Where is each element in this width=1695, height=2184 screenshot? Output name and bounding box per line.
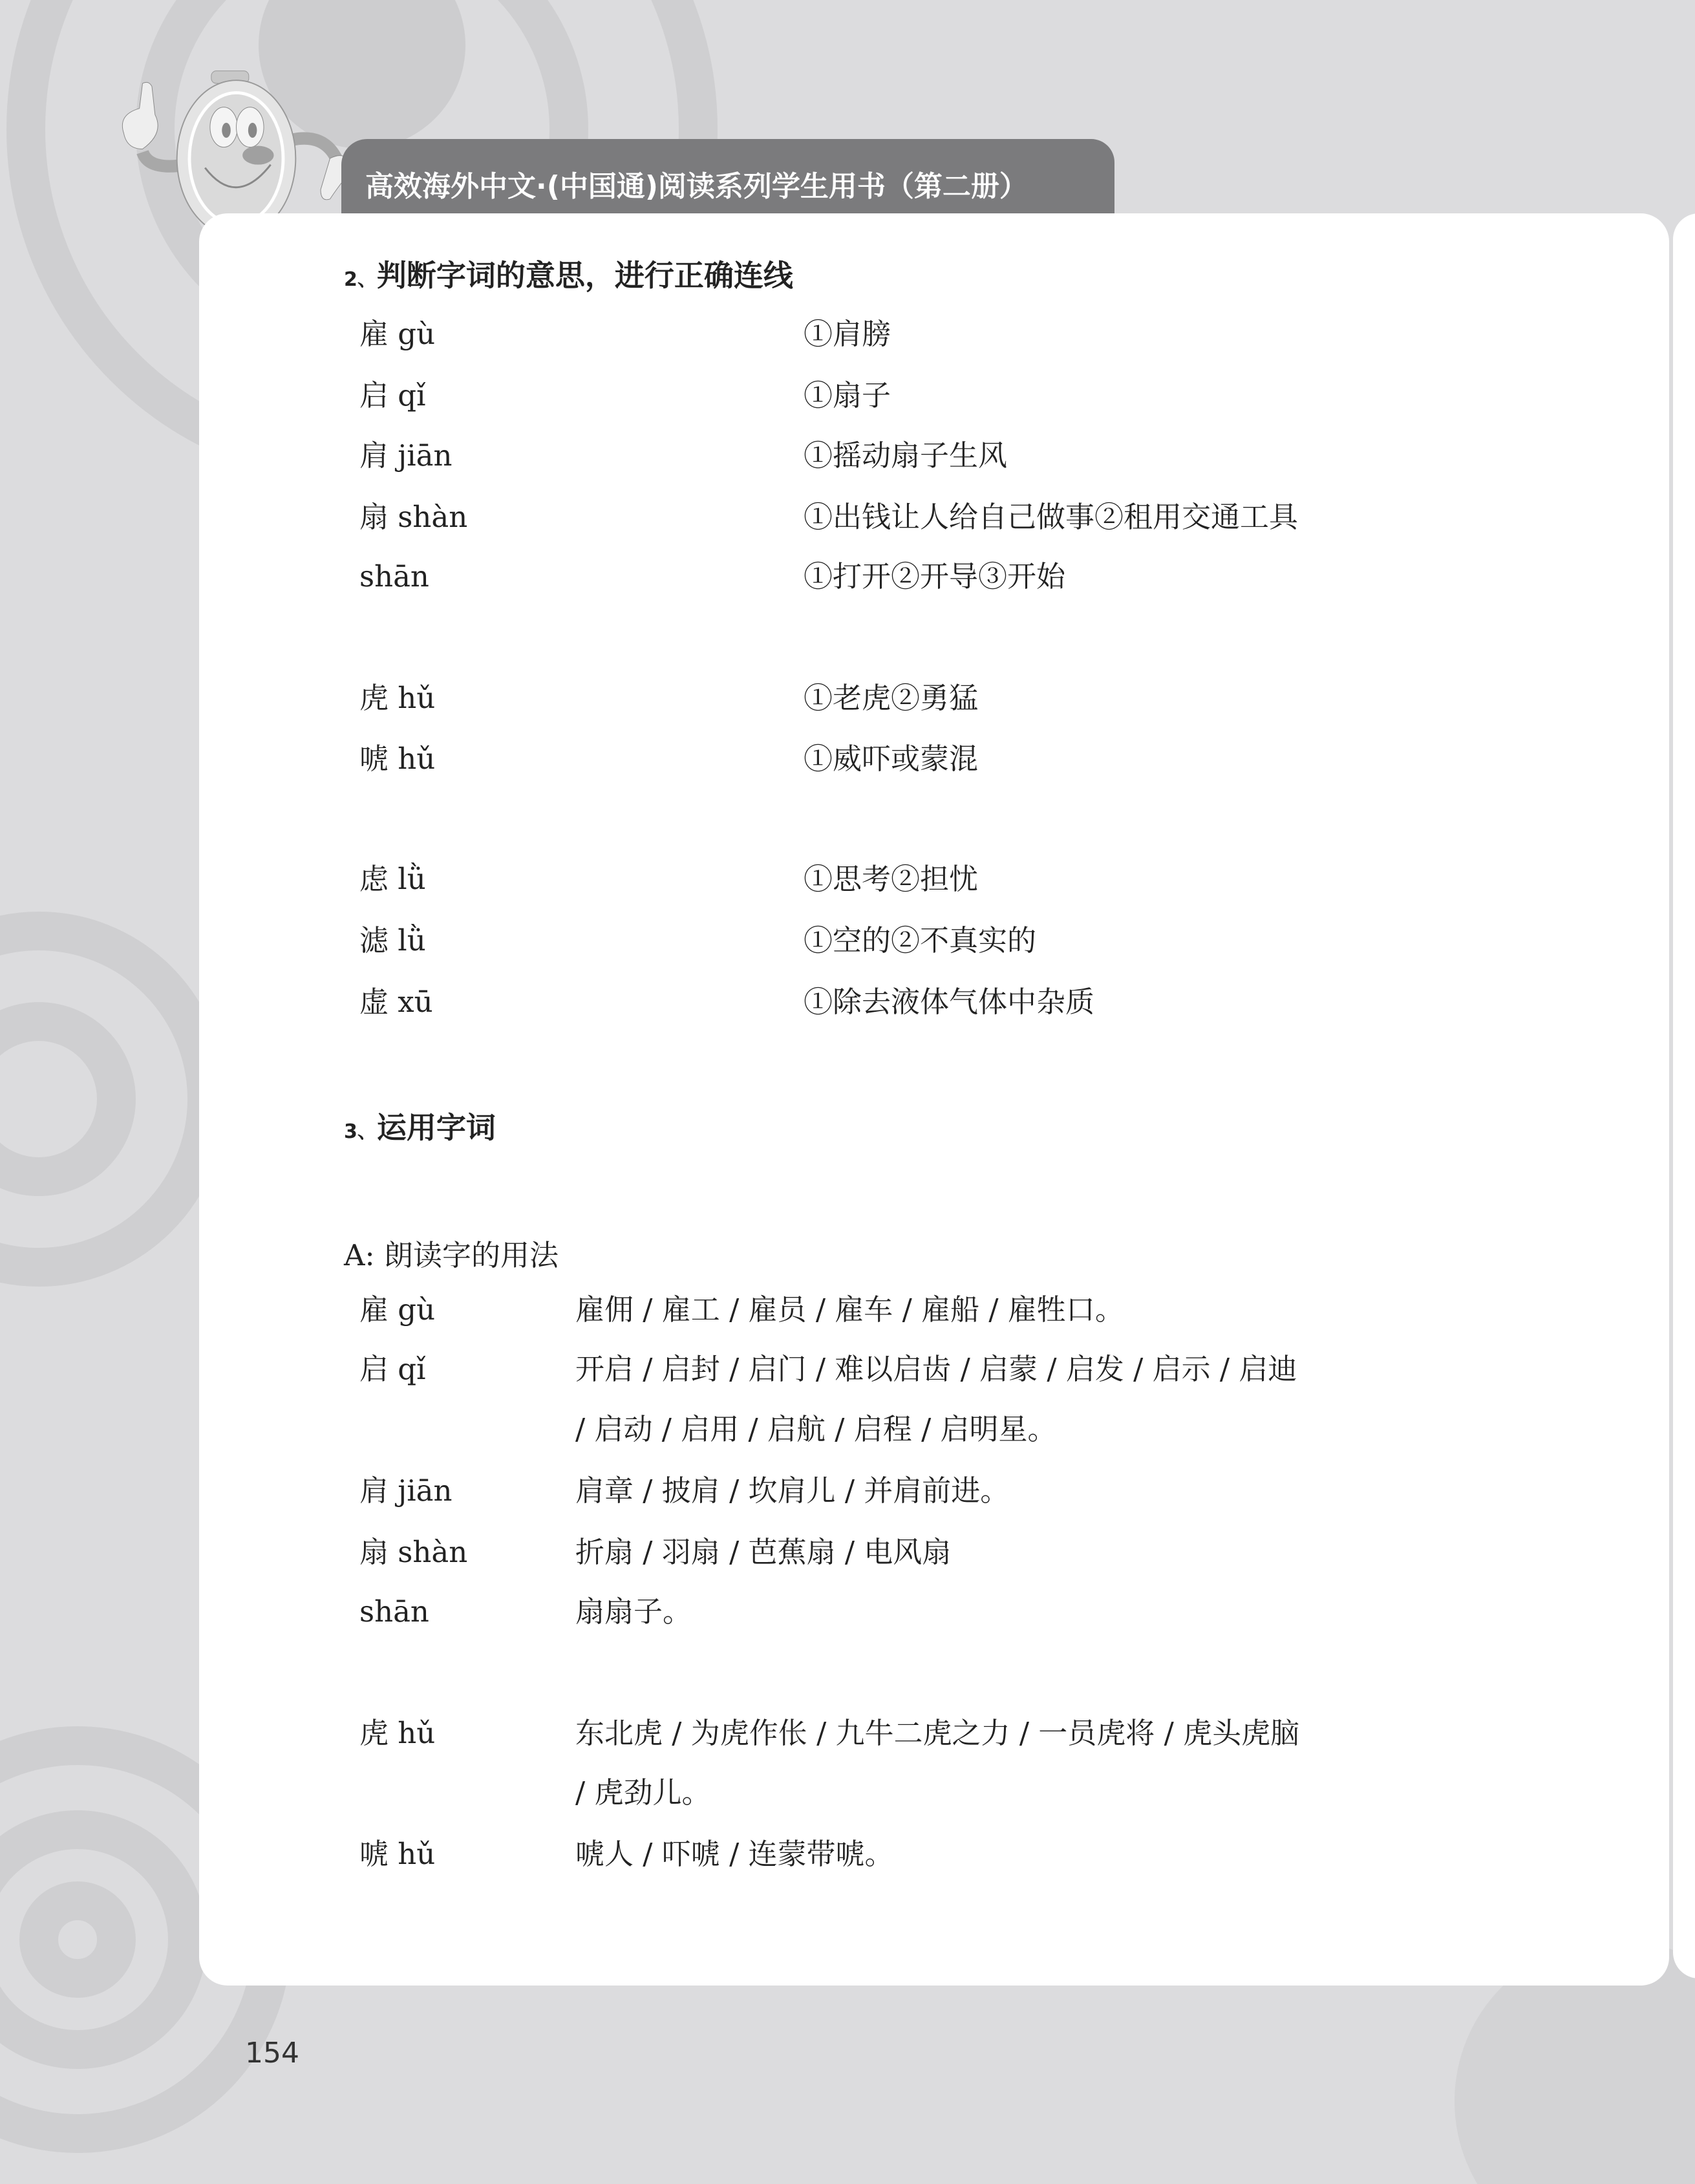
match-word: 扇 shàn (359, 500, 468, 534)
page-number: 154 (245, 2037, 299, 2070)
match-word: 滤 lǜ (359, 923, 426, 958)
usage-word: 扇 shàn (359, 1535, 468, 1569)
match-word: 雇 gù (359, 317, 436, 351)
match-word: shān (359, 559, 429, 594)
usage-word: 唬 hǔ (359, 1837, 436, 1871)
next-page-edge (1673, 213, 1695, 1978)
section-3-heading (344, 1104, 496, 1147)
usage-word: 虎 hǔ (359, 1716, 436, 1750)
match-word: 唬 hǔ (359, 742, 436, 776)
usage-examples: 扇扇子。 (575, 1594, 692, 1629)
usage-examples: 雇佣 / 雇工 / 雇员 / 雇车 / 雇船 / 雇牲口。 (575, 1292, 1124, 1327)
match-meaning: ①空的②不真实的 (804, 923, 1037, 958)
usage-word: shān (359, 1594, 429, 1629)
usage-examples: 肩章 / 披肩 / 坎肩儿 / 并肩前进。 (575, 1473, 1010, 1508)
usage-examples: 东北虎 / 为虎作伥 / 九牛二虎之力 / 一员虎将 / 虎头虎脑 (575, 1716, 1300, 1750)
usage-word: 肩 jiān (359, 1473, 453, 1508)
usage-examples: 开启 / 启封 / 启门 / 难以启齿 / 启蒙 / 启发 / 启示 / 启迪 (575, 1352, 1297, 1386)
section-number: 2、 (344, 268, 377, 291)
match-word: 虎 hǔ (359, 681, 436, 715)
usage-word: 雇 gù (359, 1292, 436, 1327)
section-2-heading (344, 252, 793, 295)
match-meaning: ①除去液体气体中杂质 (804, 985, 1095, 1019)
match-meaning: ①思考②担忧 (804, 862, 979, 896)
match-meaning: ①打开②开导③开始 (804, 559, 1066, 594)
usage-examples: 唬人 / 吓唬 / 连蒙带唬。 (575, 1837, 894, 1871)
match-word: 虚 xū (359, 985, 433, 1019)
usage-word: 启 qǐ (359, 1352, 426, 1386)
usage-examples: 折扇 / 羽扇 / 芭蕉扇 / 电风扇 (575, 1535, 952, 1569)
usage-examples: / 启动 / 启用 / 启航 / 启程 / 启明星。 (575, 1412, 1057, 1446)
usage-examples: / 虎劲儿。 (575, 1775, 711, 1810)
book-title: 高效海外中文·(中国通)阅读系列学生用书（第二册） (365, 170, 1028, 203)
match-word: 启 qǐ (359, 378, 426, 412)
match-meaning: ①肩膀 (804, 317, 891, 351)
match-word: 虑 lǜ (359, 862, 426, 896)
match-word: 肩 jiān (359, 438, 453, 473)
section-title: 判断字词的意思，进行正确连线 (376, 258, 793, 293)
match-meaning: ①摇动扇子生风 (804, 438, 1008, 473)
match-meaning: ①扇子 (804, 378, 891, 412)
match-meaning: ①出钱让人给自己做事②租用交通工具 (804, 500, 1299, 534)
match-meaning: ①威吓或蒙混 (804, 742, 979, 776)
section-number: 3、 (344, 1120, 377, 1143)
section-title: 运用字词 (376, 1110, 496, 1145)
match-meaning: ①老虎②勇猛 (804, 681, 979, 715)
subsection-a-title: A: 朗读字的用法 (344, 1238, 559, 1272)
